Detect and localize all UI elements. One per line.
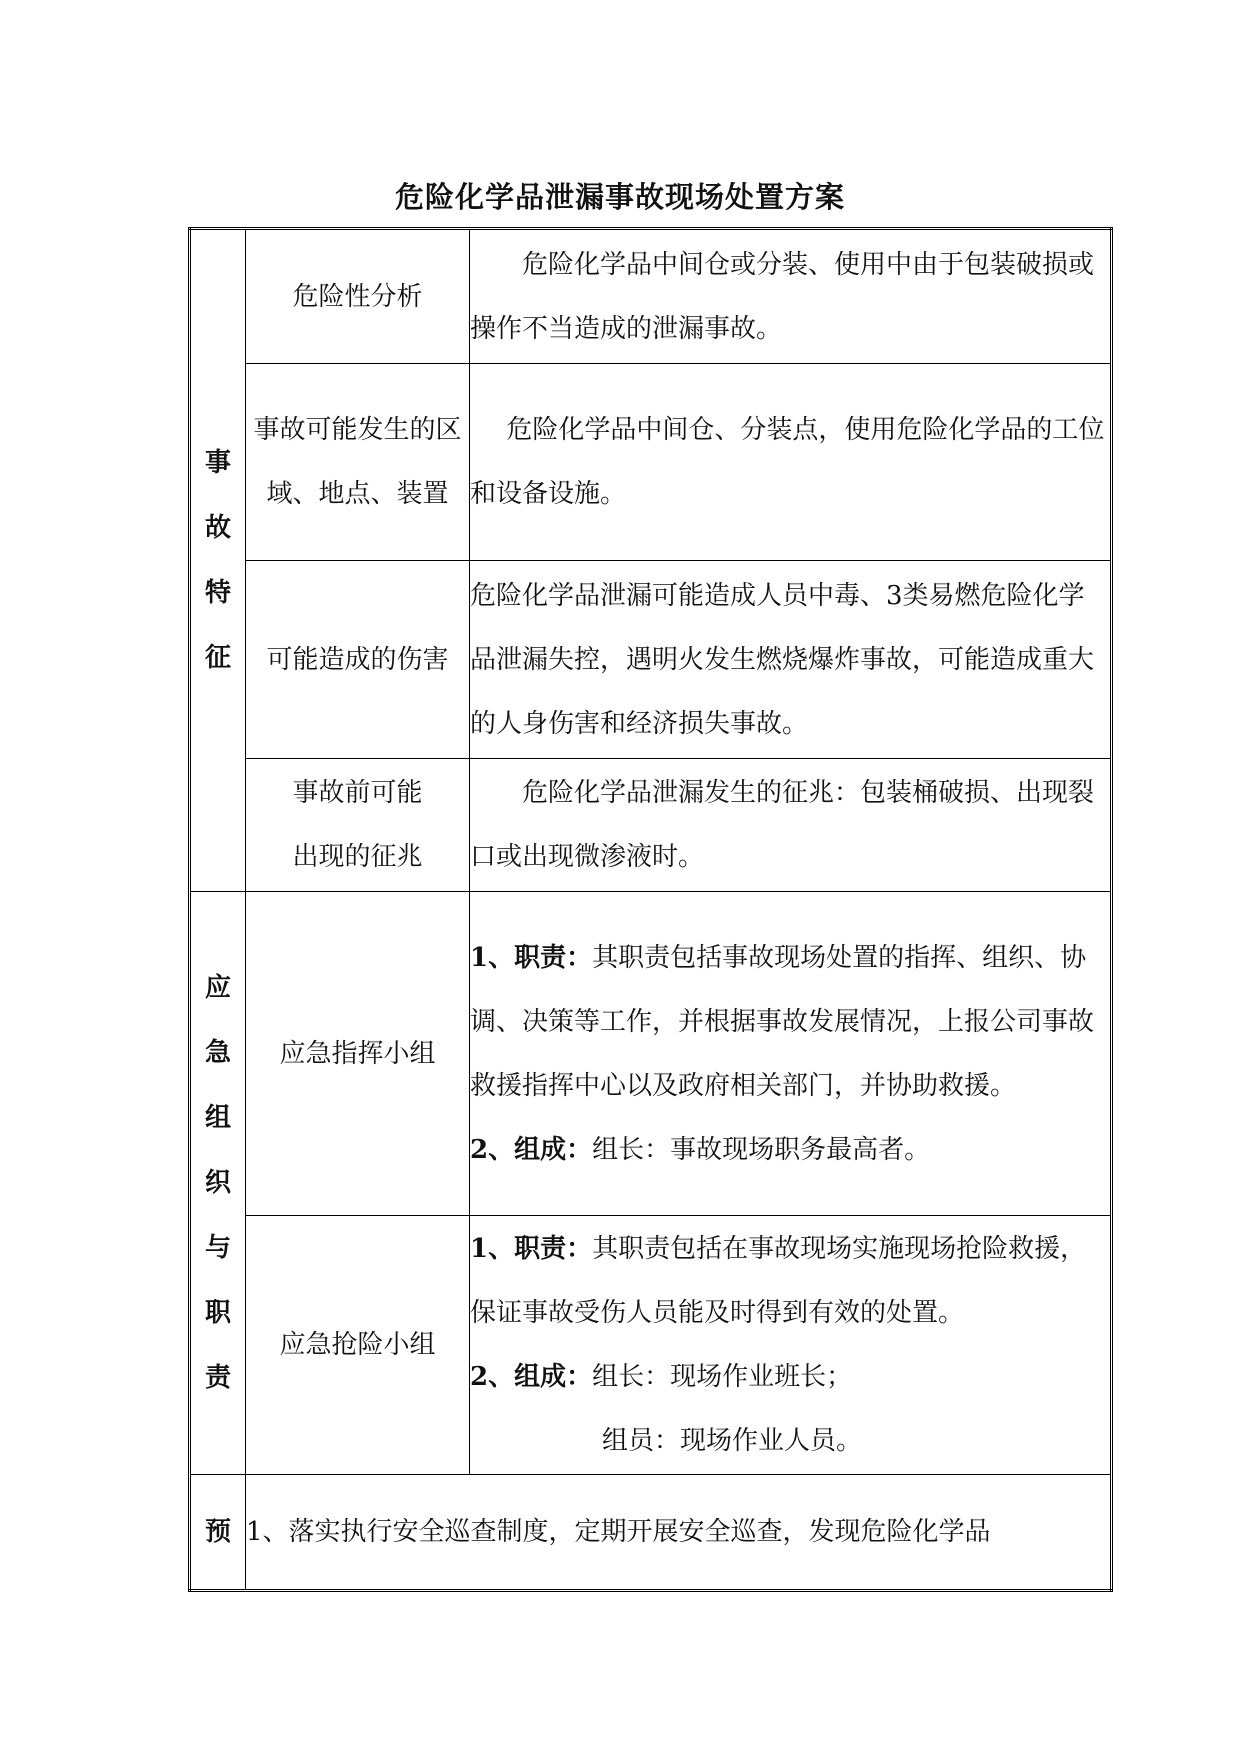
- document-title: 危险化学品泄漏事故现场处置方案: [394, 180, 845, 214]
- table-row-rescue: [190, 1216, 1112, 1475]
- prevention-text: 1、落实执行安全巡查制度，定期开展安全巡查，发现危险化学品: [246, 1517, 991, 1547]
- section-char: 预: [204, 1516, 231, 1547]
- hazard-content: [470, 229, 1112, 364]
- harm-text: 危险化学品泄漏可能造成人员中毒、3类易燃危险化学品泄漏失控，遇明火发生燃烧爆炸事故，可能造成重大的人身伤害和经济损失事故。: [470, 580, 1095, 739]
- command-members: [470, 1118, 1110, 1182]
- rescue-member-text: 组长：现场作业班长；: [592, 1362, 853, 1392]
- signs-label: [246, 759, 470, 892]
- command-duty-title: 1、职责：: [470, 942, 593, 973]
- command-label: 应急指挥小组: [246, 892, 470, 1216]
- section-emergency-org: [190, 892, 246, 1475]
- rescue-label: 应急抢险小组: [246, 1216, 470, 1475]
- section-char: 组: [204, 1102, 231, 1133]
- harm-content: [470, 561, 1112, 759]
- table-row-command: [190, 892, 1112, 1216]
- section-accident-features: [190, 229, 246, 892]
- disposal-plan-table: [188, 227, 1113, 1592]
- section-char: 应: [204, 972, 231, 1003]
- section-char: 与: [204, 1232, 231, 1263]
- rescue-members: [470, 1345, 1110, 1409]
- hazard-label: 危险性分析: [246, 229, 470, 364]
- section-char: 职: [204, 1297, 231, 1328]
- rescue-member-title: 2、组成：: [470, 1362, 593, 1392]
- rescue-member-line2: 组员：现场作业人员。: [602, 1426, 863, 1456]
- command-member-title: 2、组成：: [470, 1134, 593, 1165]
- section-char: 征: [204, 642, 231, 673]
- command-duty: [470, 926, 1110, 1118]
- section-char: 故: [204, 512, 231, 543]
- rescue-duty: [470, 1217, 1110, 1345]
- command-member-text: 组长：事故现场职务最高者。: [592, 1134, 931, 1165]
- location-text: 危险化学品中间仓、分装点，使用危险化学品的工位和设备设施。: [470, 415, 1105, 509]
- section-char: 事: [204, 447, 231, 478]
- hazard-text: 危险化学品中间仓或分装、使用中由于包装破损或操作不当造成的泄漏事故。: [470, 249, 1095, 344]
- section-char: 特: [204, 577, 231, 608]
- section-char: 织: [204, 1167, 231, 1198]
- command-content: [470, 892, 1112, 1216]
- section-prevention: [190, 1475, 246, 1591]
- rescue-duty-title: 1、职责：: [470, 1234, 593, 1264]
- rescue-content: [470, 1216, 1112, 1475]
- location-label: 事故可能发生的区域、地点、装置: [246, 364, 470, 561]
- location-content: [470, 364, 1112, 561]
- prevention-content: [246, 1475, 1112, 1591]
- signs-label-line: 事故前可能: [292, 778, 423, 808]
- table-row-signs: [190, 759, 1112, 892]
- table-row-hazard: [190, 229, 1112, 364]
- section-char: 责: [204, 1362, 231, 1393]
- table-row-prevention: [190, 1475, 1112, 1591]
- command-duty-text: 其职责包括事故现场处置的指挥、组织、协调、决策等工作，并根据事故发展情况，上报公司事故救援指挥中心以及政府相关部门，并协助救援。: [470, 942, 1095, 1101]
- section-char: 急: [204, 1037, 231, 1068]
- harm-label: 可能造成的伤害: [246, 561, 470, 759]
- rescue-duty-text: 其职责包括在事故现场实施现场抢险救援，保证事故受伤人员能及时得到有效的处置。: [470, 1234, 1087, 1328]
- signs-label-line: 出现的征兆: [292, 842, 423, 872]
- signs-text: 危险化学品泄漏发生的征兆：包装桶破损、出现裂口或出现微渗液时。: [470, 778, 1095, 872]
- table-row-harm: [190, 561, 1112, 759]
- table-row-location: [190, 364, 1112, 561]
- signs-content: [470, 759, 1112, 892]
